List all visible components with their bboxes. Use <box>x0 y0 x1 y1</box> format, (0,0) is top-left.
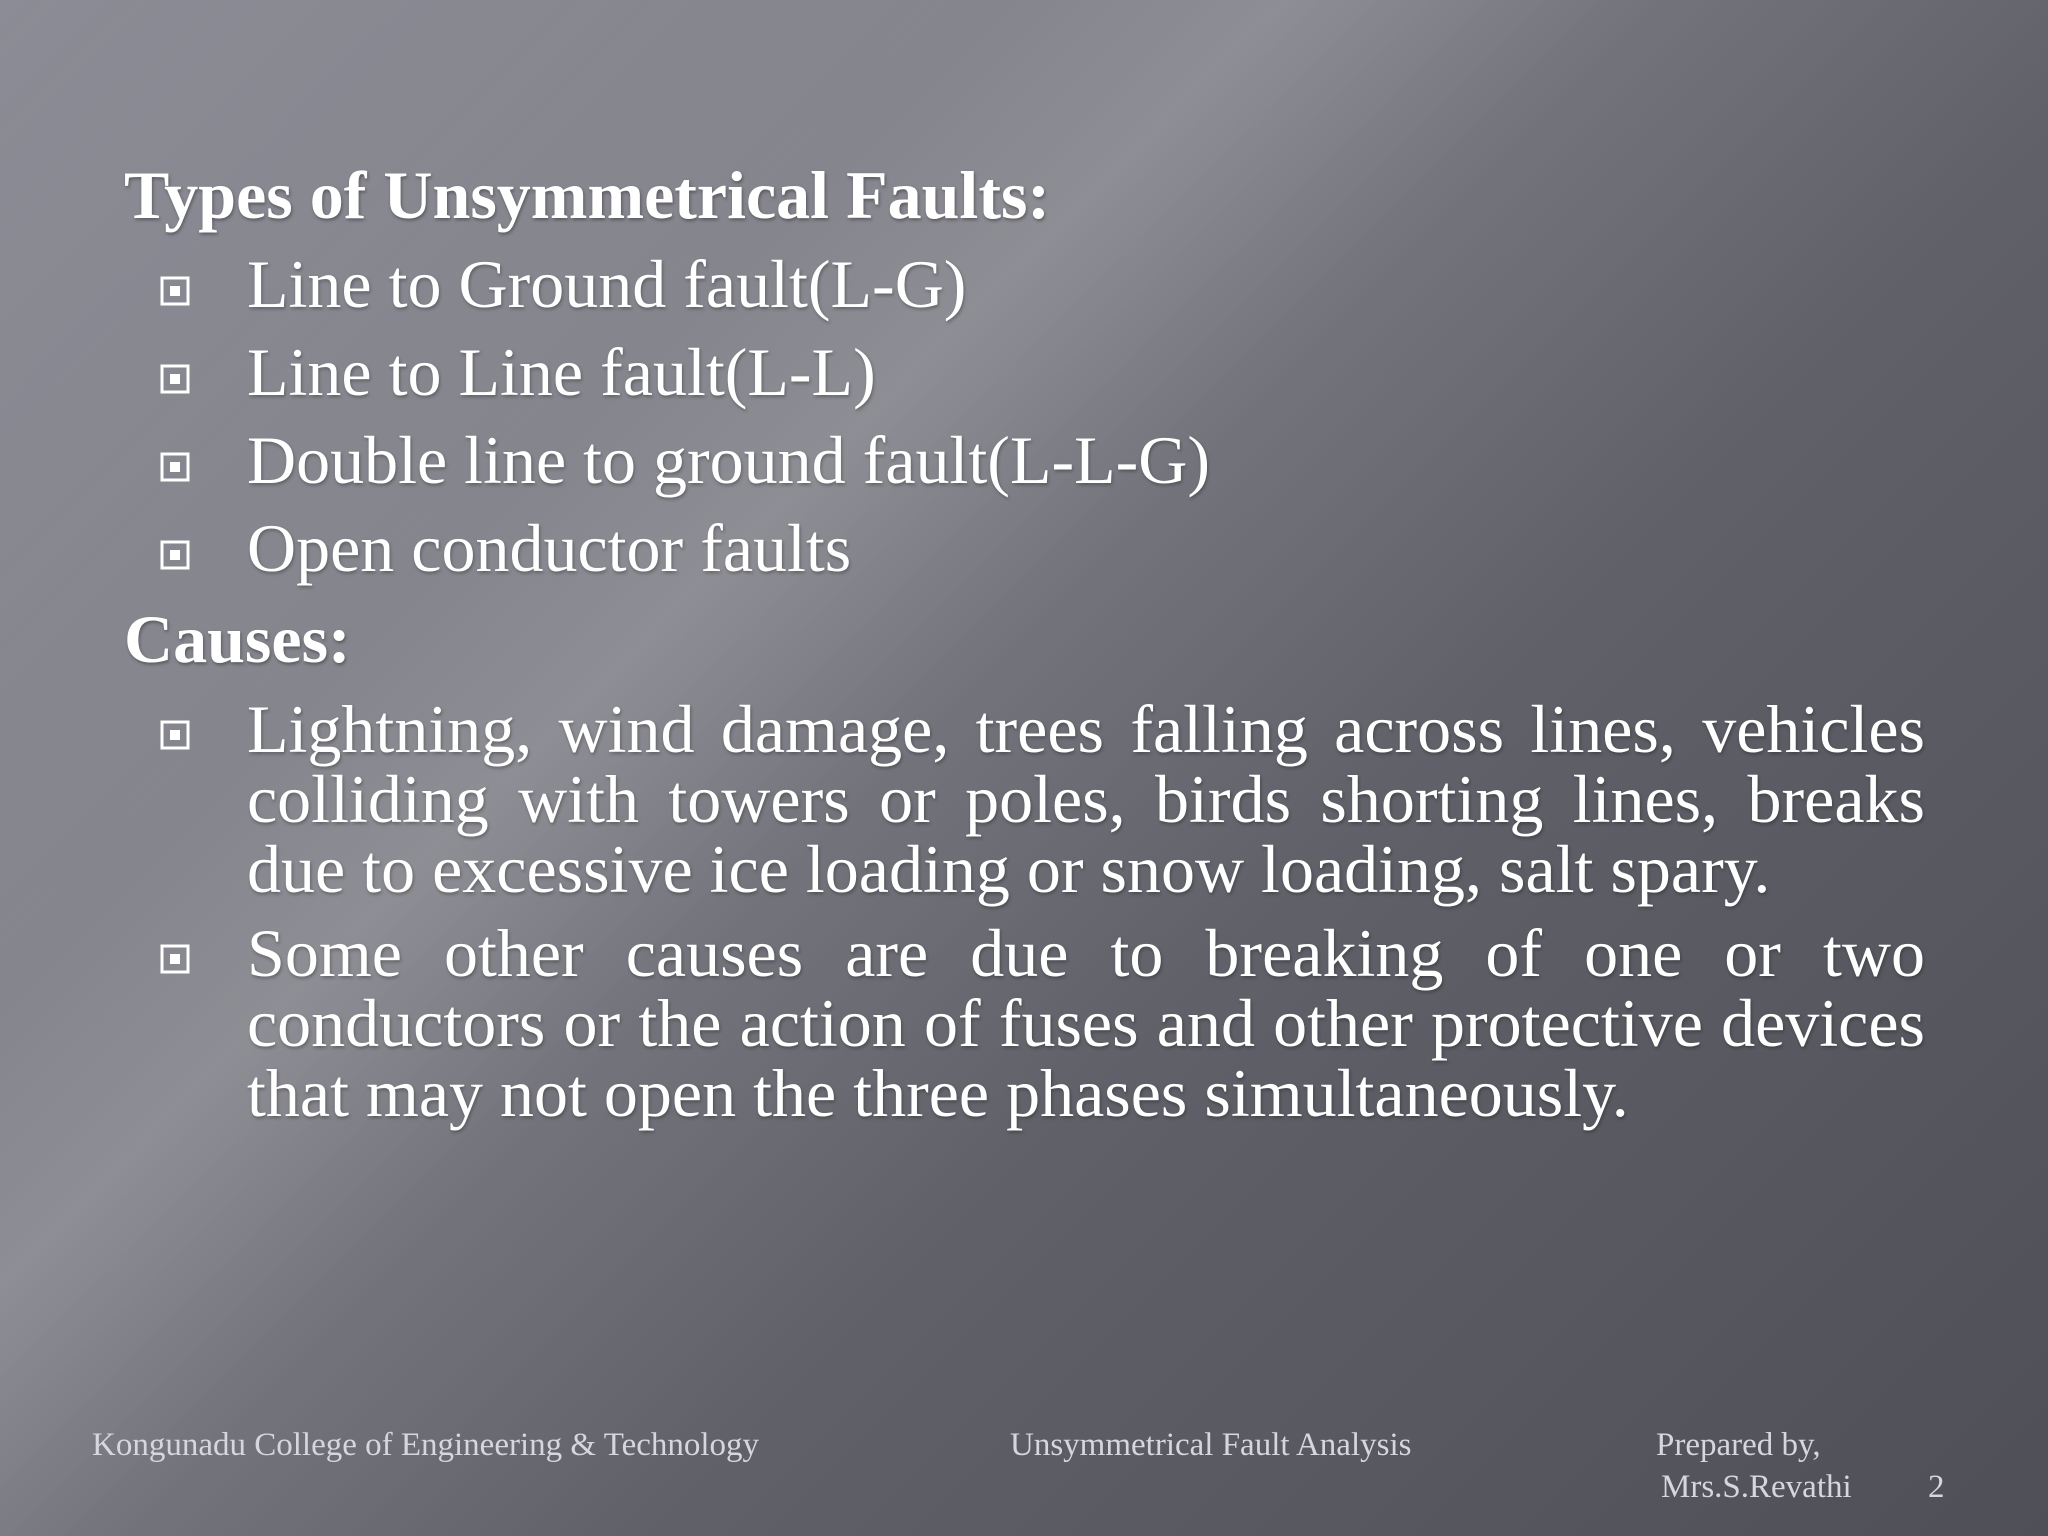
author-name: Mrs.S.Revathi <box>1661 1469 1852 1505</box>
cause-text: Lightning, wind damage, trees falling across lines, vehicles colliding with towers or poles, birds shorting lines, breaks due to excessive ice loading or snow loading, salt spary. <box>247 691 1925 907</box>
causes-list <box>124 691 1925 1131</box>
footer-topic: Unsymmetrical Fault Analysis <box>1010 1427 1412 1463</box>
list-item <box>124 328 1924 416</box>
fault-type-label: Double line to ground fault(L-L-G) <box>247 422 1211 498</box>
boxed-square-bullet-icon <box>160 452 190 482</box>
cause-text: Some other causes are due to breaking of one or two conductors or the action of fuses and other protective devices that may not open the three phases simultaneously. <box>247 915 1925 1131</box>
fault-type-label: Open conductor faults <box>247 510 852 586</box>
boxed-square-bullet-icon <box>160 276 190 306</box>
page-number: 2 <box>1928 1469 1945 1505</box>
boxed-square-bullet-icon <box>160 540 190 570</box>
slide-content <box>124 150 1924 1142</box>
fault-type-label: Line to Ground fault(L-G) <box>247 246 967 322</box>
footer-institution: Kongunadu College of Engineering & Technology <box>92 1427 760 1463</box>
fault-type-label: Line to Line fault(L-L) <box>247 334 876 410</box>
list-item <box>124 691 1925 907</box>
prepared-by-label: Prepared by, <box>1656 1427 1821 1463</box>
boxed-square-bullet-icon <box>160 944 190 974</box>
list-item <box>124 240 1924 328</box>
list-item <box>124 504 1924 592</box>
fault-types-list <box>124 240 1924 592</box>
heading-fault-types: Types of Unsymmetrical Faults: <box>124 157 1051 233</box>
boxed-square-bullet-icon <box>160 364 190 394</box>
list-item <box>124 915 1925 1131</box>
list-item <box>124 416 1924 504</box>
boxed-square-bullet-icon <box>160 720 190 750</box>
heading-causes: Causes: <box>124 601 351 677</box>
footer-prepared-by <box>1656 1424 1852 1508</box>
